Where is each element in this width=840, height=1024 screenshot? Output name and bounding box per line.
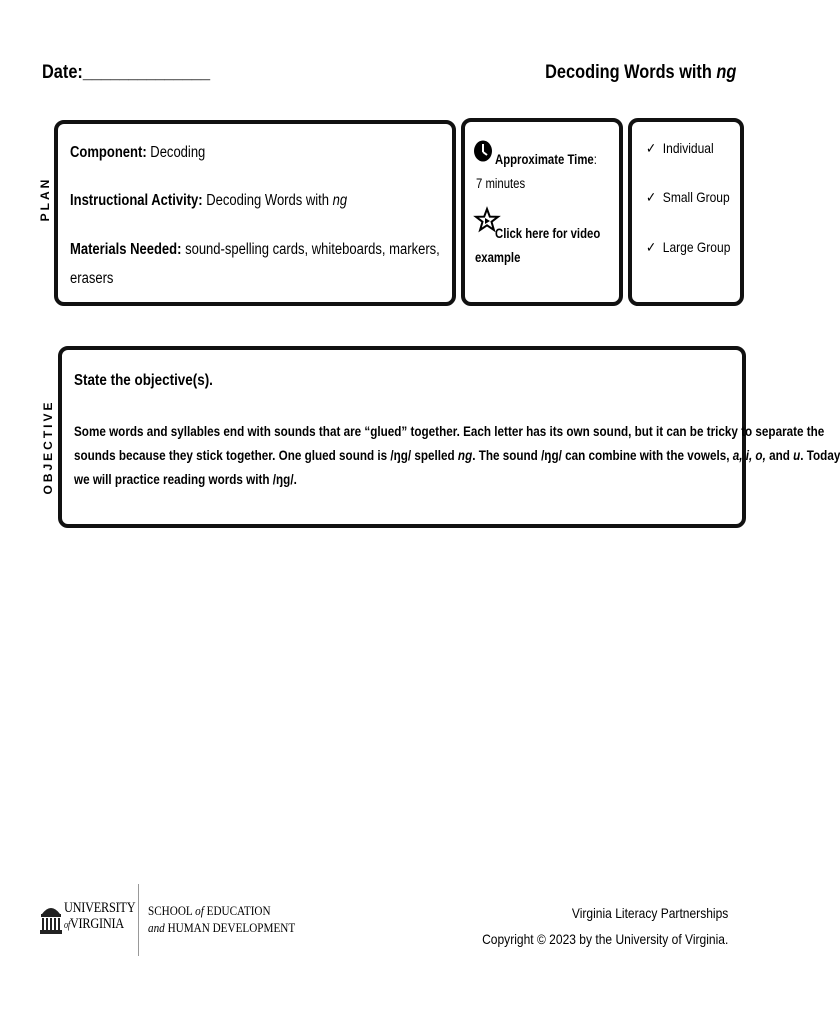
date-field[interactable] [42, 62, 210, 84]
activity-value-emph: ng [332, 192, 348, 209]
page-title-text: Decoding Words with [544, 62, 717, 83]
objective-heading: State the objective(s). [74, 372, 213, 389]
objective-line-2-e: and [765, 448, 794, 463]
grouping-item-small-group[interactable] [646, 189, 730, 206]
school-wordmark [148, 902, 319, 936]
school-line-1 [148, 902, 295, 919]
uva-line-1: UNIVERSITY [64, 900, 136, 916]
objective-line-2-d: a, i, o, [732, 448, 766, 463]
grouping-item-label: Large Group [662, 239, 731, 255]
school-and: and [148, 920, 165, 935]
objective-side-label: OBJECTIVE [41, 399, 55, 495]
objective-line-2-b: ng [457, 448, 473, 463]
component-label: Component: [70, 144, 147, 161]
materials-value-cont: erasers [70, 270, 114, 287]
grouping-item-label: Individual [662, 140, 714, 156]
grouping-item-label: Small Group [662, 189, 730, 205]
materials-row [70, 241, 440, 259]
objective-line-3: we will practice reading words with /ŋg/. [74, 472, 297, 487]
school-a: SCHOOL [148, 903, 193, 918]
uva-of: of [64, 920, 70, 931]
plan-box [54, 120, 456, 306]
footer-logos [40, 884, 300, 956]
plan-side-label: PLAN [38, 176, 52, 222]
grouping-box [628, 118, 744, 306]
school-of: of [195, 903, 204, 918]
video-link-line2: example [475, 250, 521, 265]
objective-line-2-a: sounds because they stick together. One glued sound is /ŋg/ spelled [74, 448, 458, 463]
footer-credits [442, 900, 728, 952]
time-value: 7 minutes [476, 176, 526, 191]
component-value: Decoding [150, 144, 206, 161]
activity-value: Decoding Words with [206, 192, 333, 209]
footer-org: Virginia Literacy Partnerships [571, 905, 728, 921]
check-icon: ✓ [646, 239, 657, 255]
materials-label: Materials Needed: [70, 241, 182, 258]
activity-row [70, 192, 347, 210]
uva-line-2 [64, 916, 135, 934]
date-label: Date: [42, 62, 83, 83]
objective-line-2 [74, 444, 840, 468]
objective-box [58, 346, 840, 528]
school-c: HUMAN DEVELOPMENT [167, 920, 296, 935]
objective-text [74, 420, 840, 492]
check-icon: ✓ [646, 140, 657, 156]
page-title-emph: ng [716, 62, 736, 83]
school-line-2 [148, 919, 295, 936]
school-b: EDUCATION [206, 903, 271, 918]
objective-line-2-c: . The sound /ŋg/ can combine with the vowels, [472, 448, 733, 463]
grouping-item-large-group[interactable] [646, 239, 730, 256]
objective-line-1: Some words and syllables end with sounds that are “glued” together. Each letter has its own sound, but it can be tricky to separate the [74, 424, 825, 439]
video-link-line1: Click here for video [495, 226, 601, 241]
uva-virginia: VIRGINIA [69, 916, 124, 932]
clock-icon [473, 138, 493, 167]
time-colon: : [593, 152, 597, 167]
activity-label: Instructional Activity: [70, 192, 203, 209]
time-label: Approximate Time [495, 152, 594, 167]
grouping-item-individual[interactable] [646, 140, 714, 157]
video-link[interactable] [475, 208, 615, 268]
page-title [545, 62, 736, 84]
materials-value: sound-spelling cards, whiteboards, markers, [185, 241, 440, 258]
time-row [495, 152, 597, 167]
component-row [70, 144, 205, 162]
objective-line-2-g: . Today [800, 448, 840, 463]
rotunda-icon [40, 900, 62, 939]
check-icon: ✓ [646, 189, 657, 205]
footer-copyright: Copyright © 2023 by the University of Virginia. [481, 931, 728, 947]
footer-divider [138, 884, 139, 956]
time-box [461, 118, 623, 306]
objective-line-2-f: u [793, 448, 801, 463]
date-blank[interactable]: ______________ [82, 62, 211, 83]
